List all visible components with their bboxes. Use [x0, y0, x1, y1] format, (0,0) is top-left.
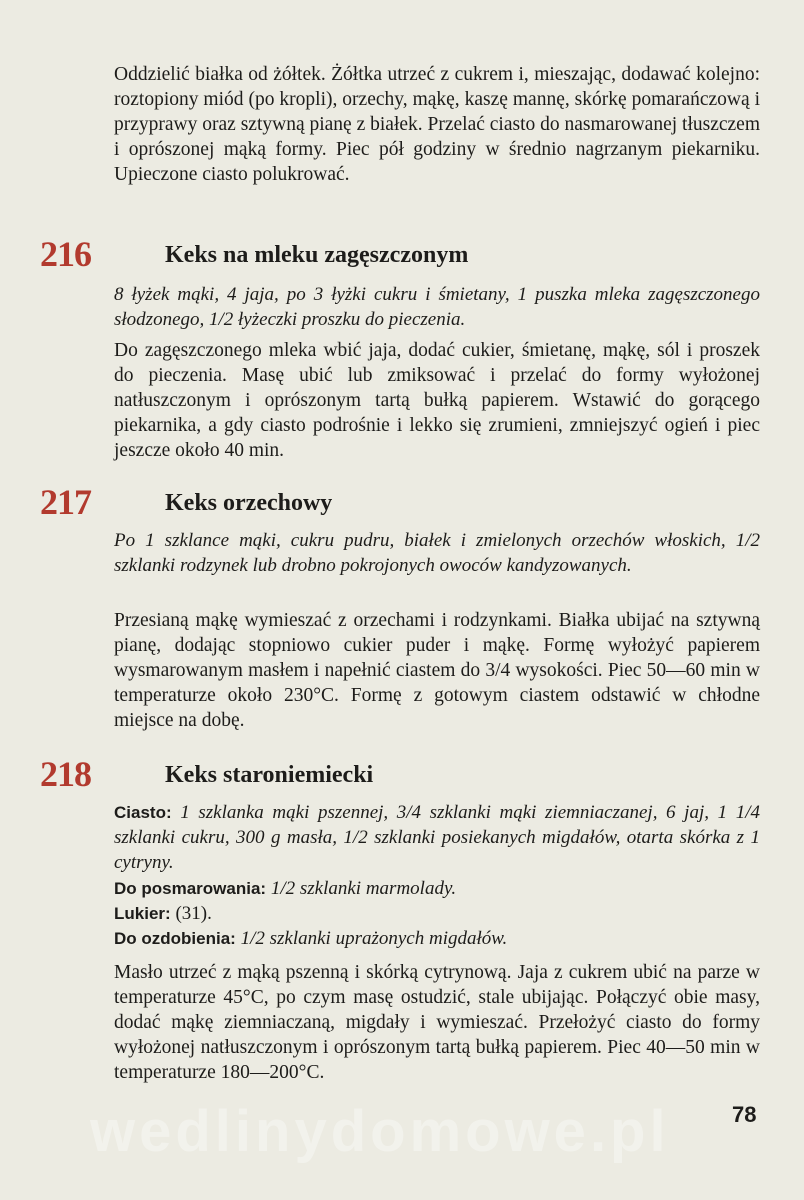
- component-text: 1 szklanka mąki pszennej, 3/4 szklanki mąki ziemniaczanej, 6 jaj, 1 1/4 szklanki cukru, 300 g masła, 1/2 szklanki posiekanych migdałów, otarta skórka z 1 cytryny.: [114, 802, 760, 873]
- watermark: wedlinydomowe.pl: [90, 1099, 670, 1164]
- component-label: Do posmarowania:: [114, 879, 267, 898]
- component-label: Do ozdobienia:: [114, 929, 236, 948]
- component-decoration: [114, 926, 760, 951]
- recipe-title: Keks staroniemiecki: [165, 762, 374, 788]
- recipe-ingredients: Po 1 szklance mąki, cukru pudru, białek i zmielonych orzechów włoskich, 1/2 szklanki rodzynek lub drobno pokrojonych owoców kandyzowanych.: [114, 530, 760, 576]
- recipe-ingredients: 8 łyżek mąki, 4 jaja, po 3 łyżki cukru i śmietany, 1 puszka mleka zagęszczonego słodzonego, 1/2 łyżeczki proszku do pieczenia.: [114, 284, 760, 330]
- component-dough: [114, 800, 760, 875]
- recipe-method: Przesianą mąkę wymieszać z orzechami i rodzynkami. Białka ubijać na sztywną pianę, dodając stopniowo cukier puder i mąkę. Formę wyłożyć papierem wysmarowanym masłem i napełnić ciastem do 3/4 wysokości. Piec 50—60 min w temperaturze około 230°C. Formę z gotowym ciastem odstawić w chłodne miejsce na dobę.: [114, 610, 760, 731]
- component-text: 1/2 szklanki marmolady.: [270, 878, 457, 899]
- component-label: Ciasto:: [114, 803, 172, 822]
- recipe-method: Masło utrzeć z mąką pszenną i skórką cytrynową. Jaja z cukrem ubić na parze w temperaturze 45°C, po czym masę ostudzić, stale ubijając. Połączyć obie masy, dodać mąkę ziemniaczaną, migdały i wymieszać. Przełożyć ciasto do formy wyłożonej natłuszczonym i oprószonym tartą bułką papierem. Piec 40—50 min w temperaturze 180—200°C.: [114, 962, 760, 1083]
- recipe-number: 216: [40, 234, 91, 274]
- intro-paragraph: Oddzielić białka od żółtek. Żółtka utrzeć z cukrem i, mieszając, dodawać kolejno: roztopiony miód (po kropli), orzechy, mąkę, kaszę mannę, skórkę pomarańczową i przyprawy oraz sztywną pianę z białek. Przelać ciasto do nasmarowanej tłuszczem i oprószonej mąką formy. Piec pół godziny w średnio nagrzanym piekarniku. Upieczone ciasto polukrować.: [114, 64, 760, 185]
- component-text: (31).: [175, 903, 212, 924]
- recipe-method: Do zagęszczonego mleka wbić jaja, dodać cukier, śmietanę, mąkę, sól i proszek do pieczenia. Masę ubić lub zmiksować i przelać do formy wyłożonej natłuszczonym i oprószonym tartą bułką papierem. Wstawić do gorącego piekarnika, a gdy ciasto podrośnie i lekko się zrumieni, zmniejszyć ogień i piec jeszcze około 40 min.: [114, 340, 760, 461]
- recipe-title: Keks orzechowy: [165, 490, 333, 516]
- recipe-title: Keks na mleku zagęszczonym: [165, 242, 469, 268]
- component-icing: [114, 901, 760, 926]
- component-label: Lukier:: [114, 904, 171, 923]
- component-text: 1/2 szklanki uprażonych migdałów.: [240, 928, 508, 949]
- recipe-number: 218: [40, 754, 91, 794]
- component-spread: [114, 876, 760, 901]
- recipe-number: 217: [40, 482, 91, 522]
- page-number: 78: [732, 1102, 757, 1127]
